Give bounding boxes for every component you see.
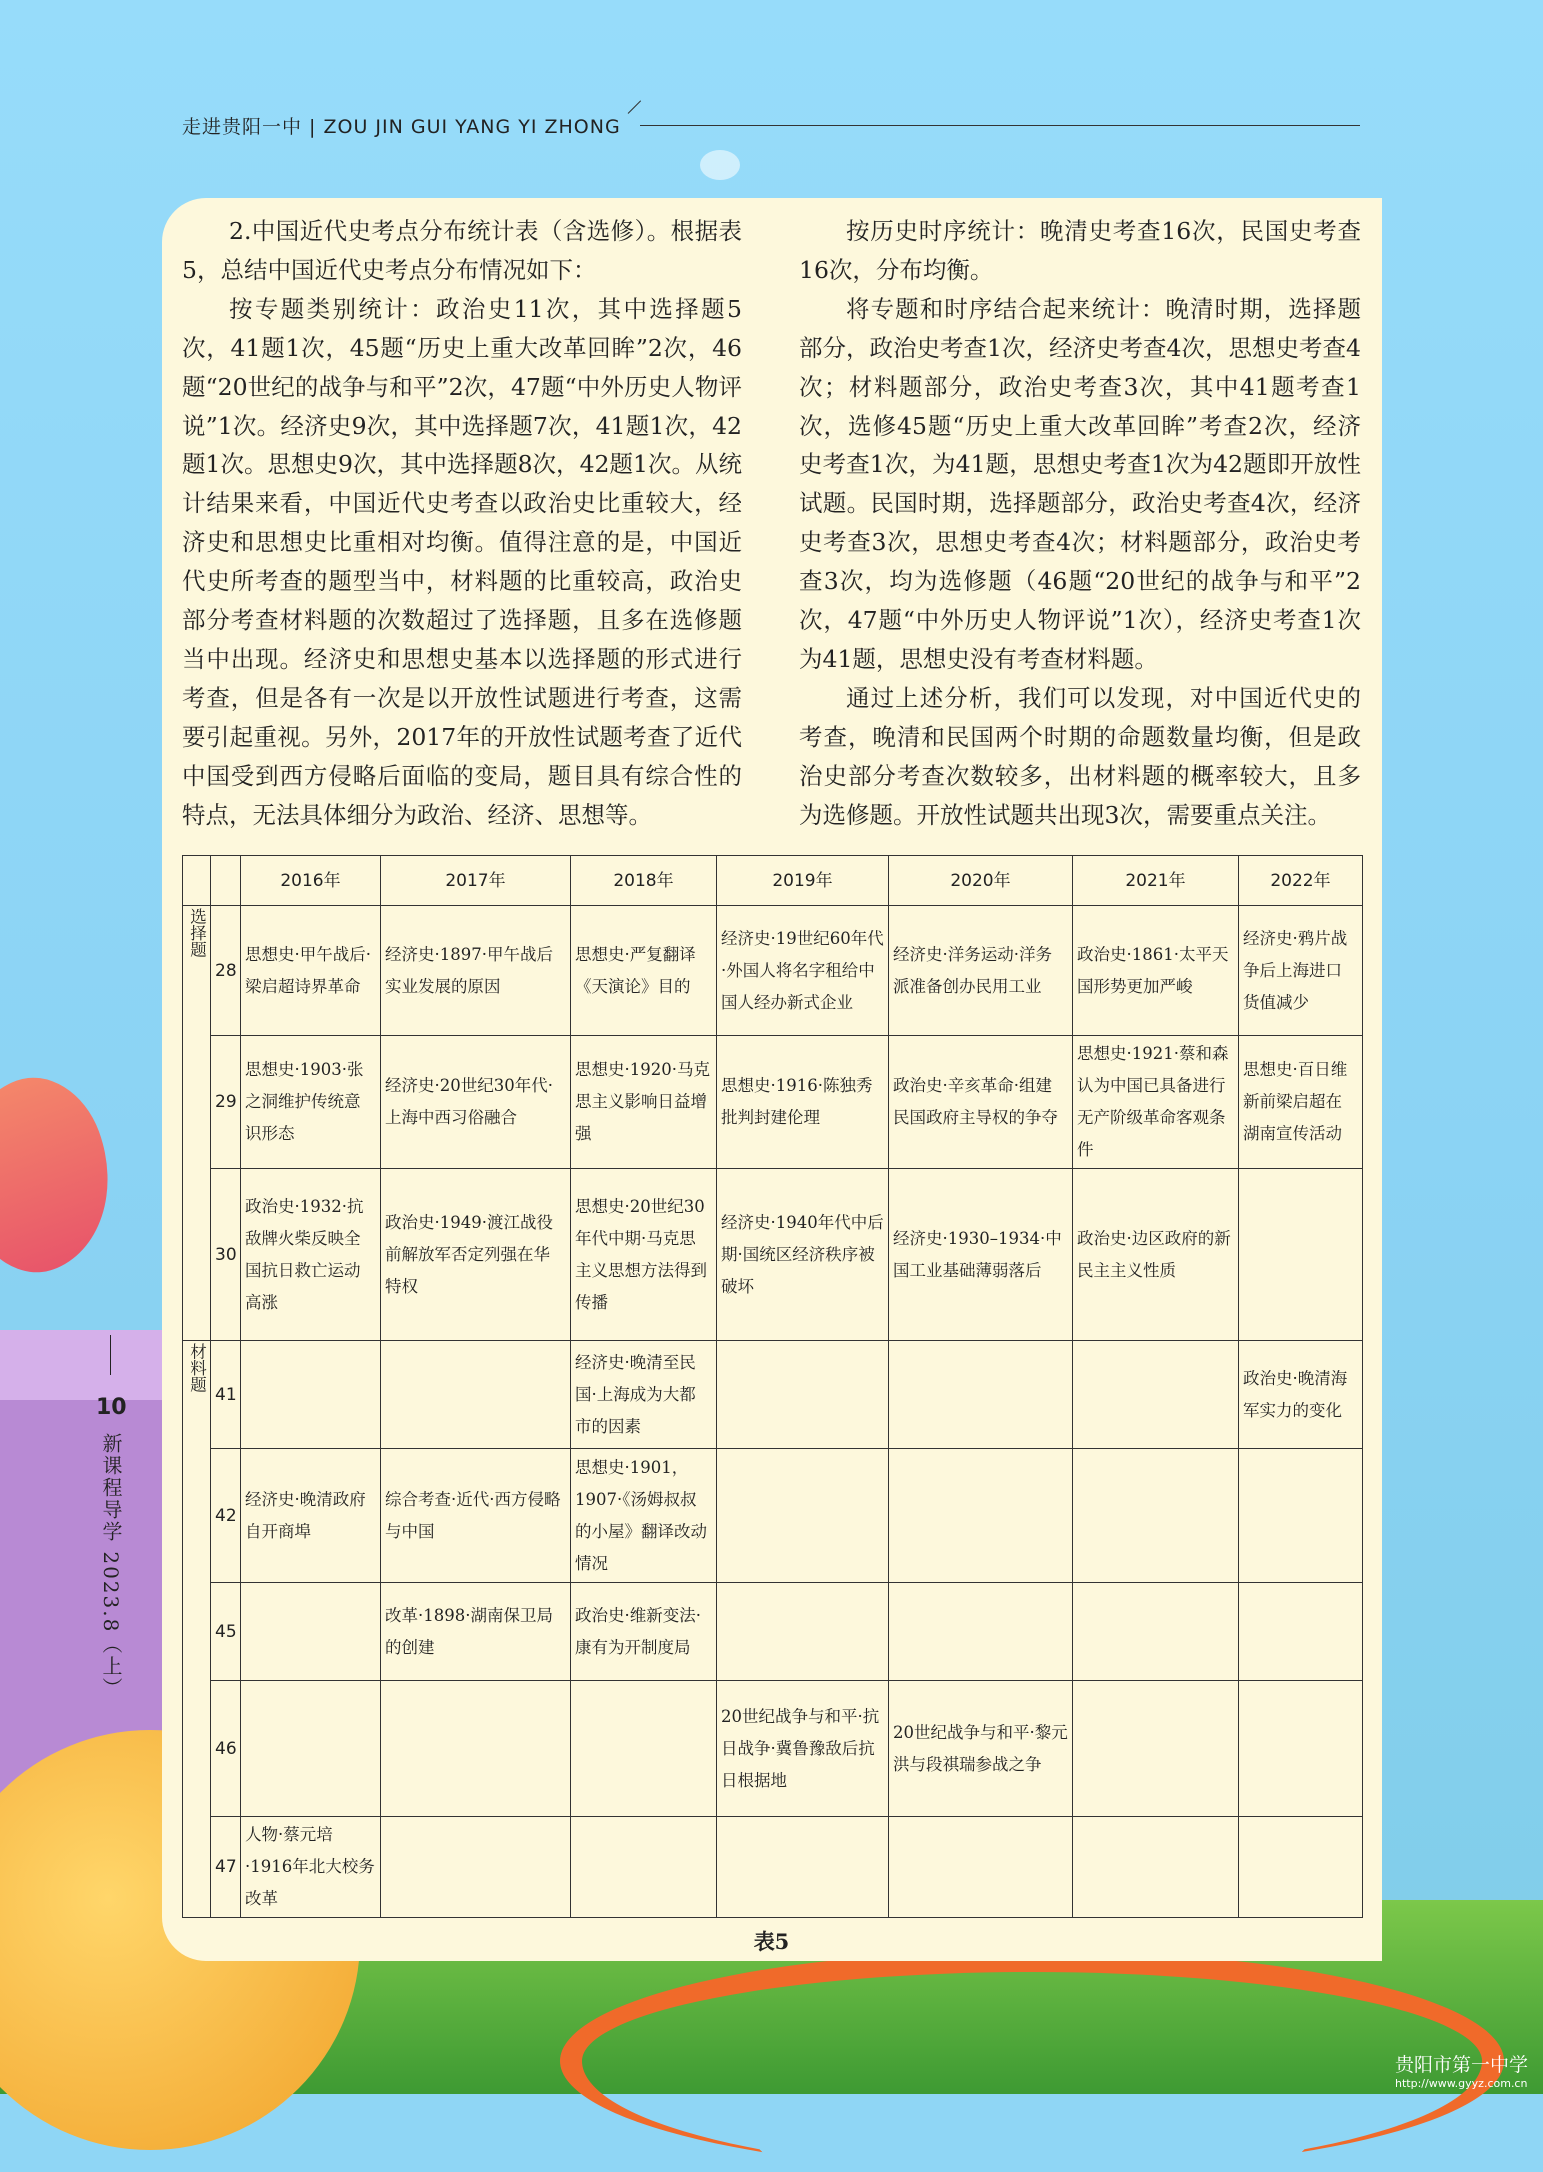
table-cell: 20世纪战争与和平·黎元洪与段祺瑞参战之争 [889,1681,1073,1817]
table-cell [717,1817,889,1918]
building-decoration-top [0,1330,185,1410]
table-row [183,1817,1363,1918]
watermark [1395,2050,1528,2090]
table-cell: 经济史·晚清至民国·上海成为大都市的因素 [571,1341,717,1449]
header-rule [640,125,1360,126]
table-cell [1239,1681,1363,1817]
page-number-rule [110,1335,111,1375]
table-cell: 思想史·1916·陈独秀批判封建伦理 [717,1036,889,1169]
question-number: 42 [211,1449,241,1583]
table-cell: 政治史·1949·渡江战役前解放军否定列强在华特权 [381,1169,571,1341]
left-column [182,212,742,835]
table-cell [1239,1449,1363,1583]
table-cell: 政治史·辛亥革命·组建民国政府主导权的争夺 [889,1036,1073,1169]
table-cell: 思想史·1920·马克思主义影响日益增强 [571,1036,717,1169]
table-cell: 政治史·维新变法·康有为开制度局 [571,1583,717,1681]
table-cell: 思想史·百日维新前梁启超在湖南宣传活动 [1239,1036,1363,1169]
table-cell [381,1341,571,1449]
table-cell [1239,1583,1363,1681]
year-header: 2017年 [381,856,571,906]
table-row [183,1169,1363,1341]
table-cell: 经济史·鸦片战争后上海进口货值减少 [1239,906,1363,1036]
table-row [183,1036,1363,1169]
running-header: 走进贵阳一中 | ZOU JIN GUI YANG YI ZHONG [182,116,621,138]
year-header: 2021年 [1073,856,1239,906]
year-header: 2016年 [241,856,381,906]
table-cell: 思想史·1903·张之洞维护传统意识形态 [241,1036,381,1169]
cloud-decoration [700,150,740,180]
table-cell [1239,1169,1363,1341]
table-cell: 思想史·甲午战后·梁启超诗界革命 [241,906,381,1036]
paragraph: 按专题类别统计：政治史11次，其中选择题5次，41题1次，45题“历史上重大改革回眸”2次，46题“20世纪的战争与和平”2次，47题“中外历史人物评说”1次。经济史9次，其中选择题7次，41题1次，42题1次。思想史9次，其中选择题8次，42题1次。从统计结果来看，中国近代史考查以政治史比重较大，经济史和思想史比重相对均衡。值得注意的是，中国近代史所考查的题型当中，材料题的比重较高，政治史部分考查材料题的次数超过了选择题，且多在选修题当中出现。经济史和思想史基本以选择题的形式进行考查，但是各有一次是以开放性试题进行考查，这需要引起重视。另外，2017年的开放性试题考查了近代中国受到西方侵略后面临的变局，题目具有综合性的特点，无法具体细分为政治、经济、思想等。 [182,294,742,829]
paragraph: 按历史时序统计：晚清史考查16次，民国史考查16次，分布均衡。 [799,217,1361,284]
table-cell: 政治史·1861·太平天国形势更加严峻 [1073,906,1239,1036]
table-cell [717,1583,889,1681]
table-cell: 政治史·边区政府的新民主主义性质 [1073,1169,1239,1341]
table-cell [889,1583,1073,1681]
watermark-url: http://www.gyyz.com.cn [1395,2077,1528,2090]
table-cell: 人物·蔡元培·1916年北大校务改革 [241,1817,381,1918]
table-cell: 思想史·1921·蔡和森认为中国已具备进行无产阶级革命客观条件 [1073,1036,1239,1169]
table-cell [241,1583,381,1681]
table-cell: 思想史·1901，1907·《汤姆叔叔的小屋》翻译改动情况 [571,1449,717,1583]
table-cell [717,1341,889,1449]
table-cell: 20世纪战争与和平·抗日战争·冀鲁豫敌后抗日根据地 [717,1681,889,1817]
track-decoration [560,1950,1504,2172]
table-cell [889,1449,1073,1583]
year-header: 2018年 [571,856,717,906]
table-cell [241,1341,381,1449]
table-cell [241,1681,381,1817]
paragraph: 2.中国近代史考点分布统计表（含选修）。根据表5，总结中国近代史考点分布情况如下： [182,217,742,284]
page-number: 10 [96,1395,127,1420]
table-cell [1073,1449,1239,1583]
question-number: 30 [211,1169,241,1341]
table-cell: 综合考查·近代·西方侵略与中国 [381,1449,571,1583]
table-row [183,906,1363,1036]
table-row [183,1681,1363,1817]
paragraph: 将专题和时序结合起来统计：晚清时期，选择题部分，政治史考查1次，经济史考查4次，思想史考查4次；材料题部分，政治史考查3次，其中41题考查1次，选修45题“历史上重大改革回眸”考查2次，经济史考查1次，为41题，思想史考查1次为42题即开放性试题。民国时期，选择题部分，政治史考查4次，经济史考查3次，思想史考查4次；材料题部分，政治史考查3次，均为选修题（46题“20世纪的战争与和平”2次，47题“中外历史人物评说”1次），经济史考查1次为41题，思想史没有考查材料题。 [799,294,1361,673]
table-cell [1073,1583,1239,1681]
table-cell [889,1817,1073,1918]
question-number: 29 [211,1036,241,1169]
year-header: 2020年 [889,856,1073,906]
table-cell [381,1817,571,1918]
table-cell [889,1341,1073,1449]
table-cell [381,1681,571,1817]
table-cell: 经济史·晚清政府自开商埠 [241,1449,381,1583]
table-caption: 表5 [753,1929,790,1954]
table-cell: 经济史·1897·甲午战后实业发展的原因 [381,906,571,1036]
table-cell: 经济史·洋务运动·洋务派准备创办民用工业 [889,906,1073,1036]
exam-point-table [182,855,1363,1918]
table-cell [571,1681,717,1817]
watermark-name: 贵阳市第一中学 [1395,2054,1529,2076]
question-number: 47 [211,1817,241,1918]
table-cell: 政治史·1932·抗敌牌火柴反映全国抗日救亡运动高涨 [241,1169,381,1341]
table-cell: 经济史·20世纪30年代·上海中西习俗融合 [381,1036,571,1169]
question-number: 28 [211,906,241,1036]
corner-cell [183,856,211,906]
table-cell [571,1817,717,1918]
table-cell [1073,1817,1239,1918]
year-header: 2022年 [1239,856,1363,906]
table-row [183,1341,1363,1449]
corner-cell [211,856,241,906]
right-column [799,212,1361,835]
category-cell: 材料题 [183,1341,211,1918]
table-cell [1073,1341,1239,1449]
table-cell [717,1449,889,1583]
paragraph: 通过上述分析，我们可以发现，对中国近代史的考查，晚清和民国两个时期的命题数量均衡，但是政治史部分考查次数较多，出材料题的概率较大，且多为选修题。开放性试题共出现3次，需要重点关注。 [799,683,1361,829]
table-cell: 经济史·1930–1934·中国工业基础薄弱落后 [889,1169,1073,1341]
table-cell: 思想史·20世纪30年代中期·马克思主义思想方法得到传播 [571,1169,717,1341]
question-number: 45 [211,1583,241,1681]
table-cell: 经济史·19世纪60年代·外国人将名字租给中国人经办新式企业 [717,906,889,1036]
question-number: 46 [211,1681,241,1817]
year-header: 2019年 [717,856,889,906]
table-header-row [183,856,1363,906]
table-cell: 政治史·晚清海军实力的变化 [1239,1341,1363,1449]
table-cell [1239,1817,1363,1918]
table-cell: 思想史·严复翻译《天演论》目的 [571,906,717,1036]
table-row [183,1449,1363,1583]
table-cell [1073,1681,1239,1817]
magazine-issue: 新课程导学 2023.8（上） [99,1433,123,1700]
table-row [183,1583,1363,1681]
table-cell: 经济史·1940年代中后期·国统区经济秩序被破坏 [717,1169,889,1341]
table-cell: 改革·1898·湖南保卫局的创建 [381,1583,571,1681]
question-number: 41 [211,1341,241,1449]
category-cell: 选择题 [183,906,211,1341]
